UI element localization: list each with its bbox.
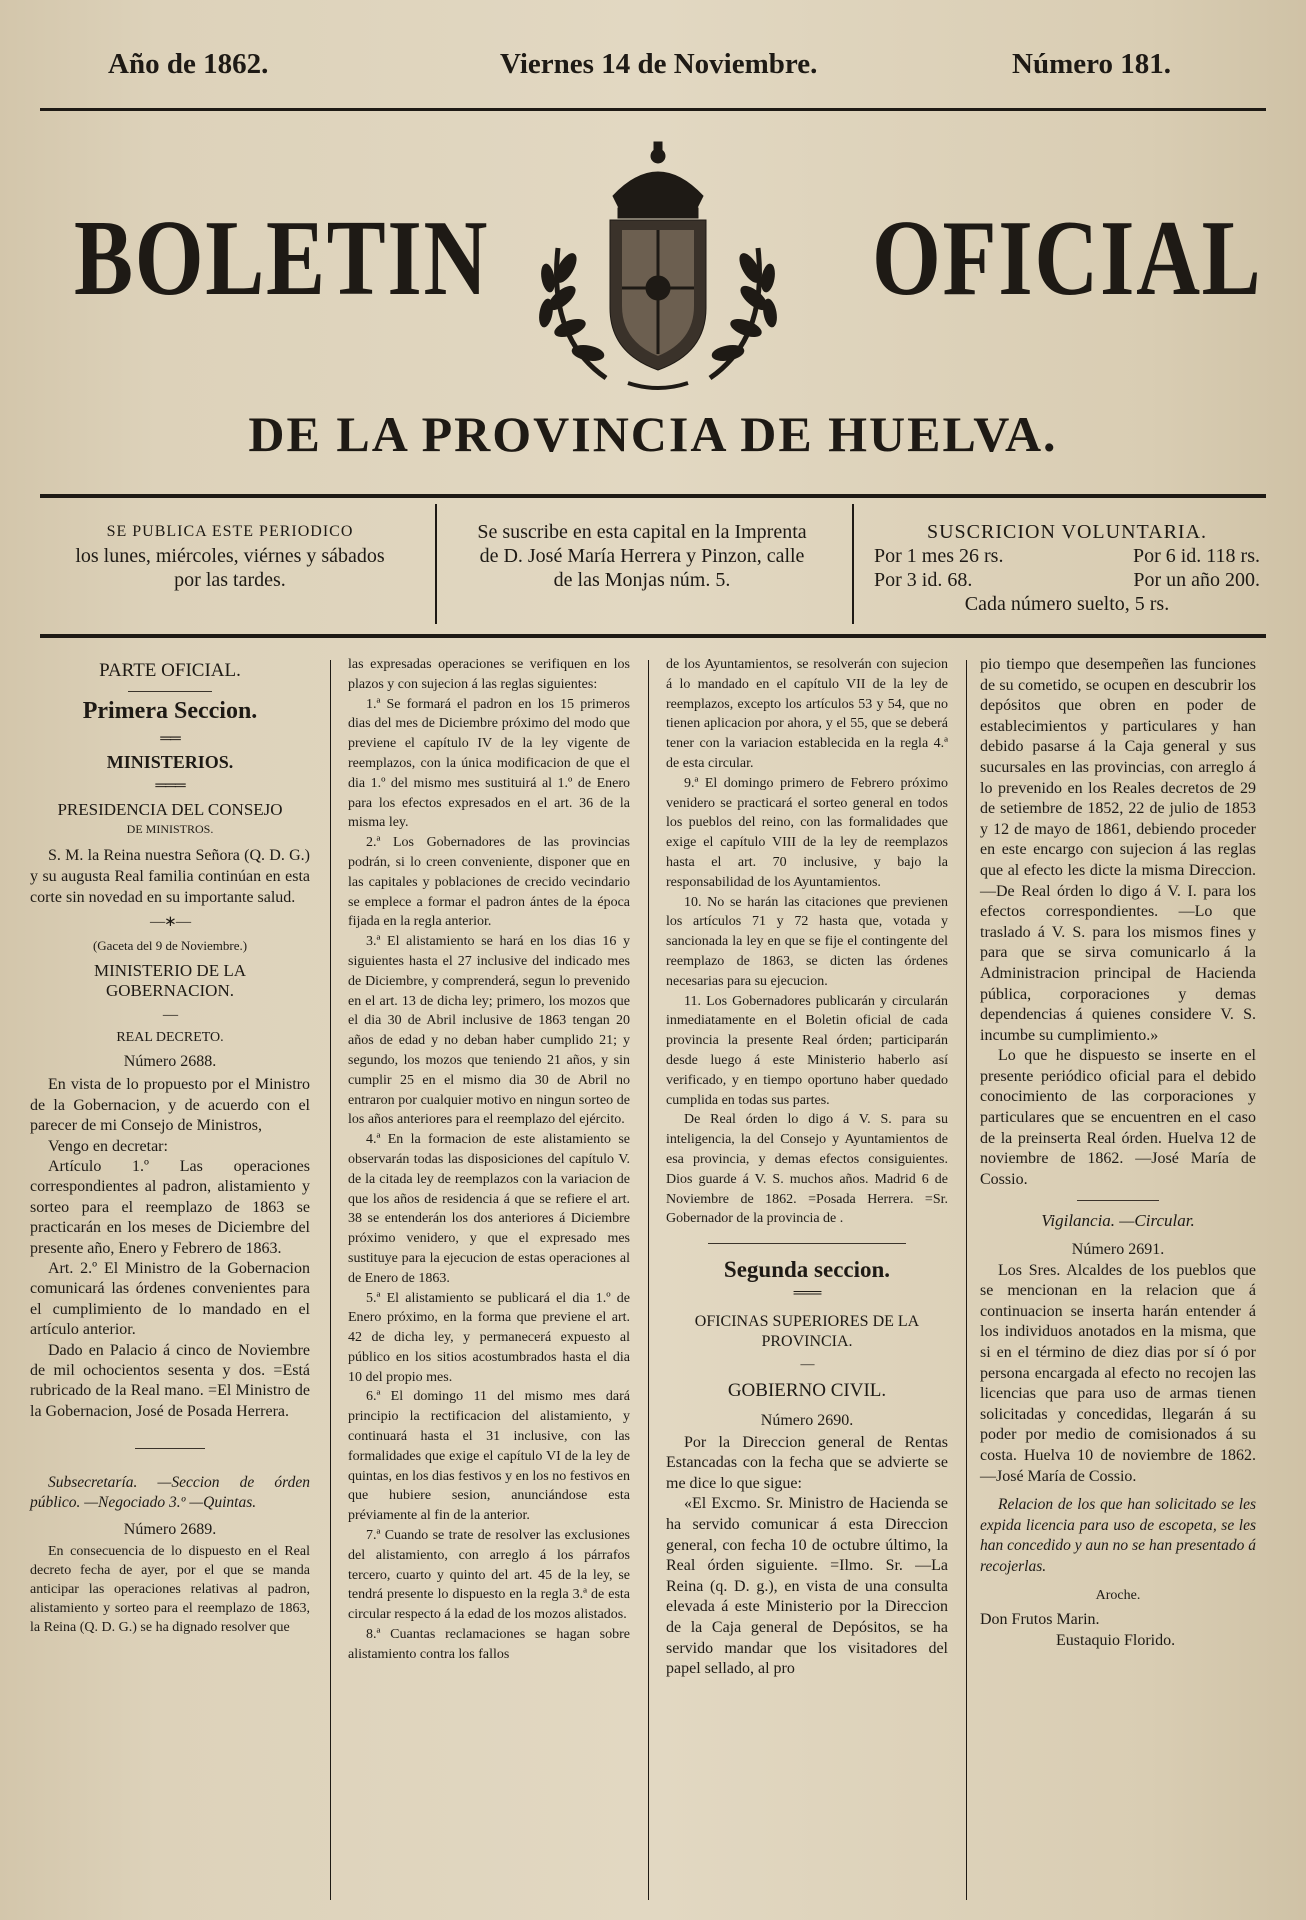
rule-7: 7.ª Cuando se trate de resolver las exclusiones del alistamiento, con arreglo á los párrafos tercero, cuarto y quinto del art. 45 de la ley, se tendrá presente lo dispuesto en la regla 3.ª de esta circular respecto á la edad de los mozos alistados.	[348, 1528, 630, 1623]
paragraph: Vengo en decretar:	[48, 1137, 168, 1155]
segunda-seccion-heading: Segunda seccion.	[723, 1257, 891, 1283]
paragraph: Artículo 1.º Las operaciones correspondientes al padron, alistamiento y sorteo para el reemplazo de 1863 se practicarán en los meses de Diciembre del presente año, Enero y Febrero de 1863.	[30, 1157, 310, 1257]
pricing-title: SUSCRICION VOLUNTARIA.	[926, 521, 1208, 543]
ministerios-heading: MINISTERIOS.	[106, 751, 234, 772]
top-rule	[40, 108, 1266, 111]
presidencia-subheading: DE MINISTROS.	[126, 821, 214, 836]
paragraph: S. M. la Reina nuestra Señora (Q. D. G.) y su augusta Real familia continúan en esta corte sin novedad en su importante salud.	[30, 847, 310, 907]
paragraph: Dado en Palacio á cinco de Noviembre de mil ochocientos sesenta y dos. =Está rubricado de la Real mano. =El Ministro de la Gobernacion, José de Posada Herrera.	[30, 1341, 310, 1420]
price-1-month: Por 1 mes 26 rs.	[874, 545, 1004, 567]
coat-of-arms-icon	[518, 138, 798, 398]
rule-9: 9.ª El domingo primero de Febrero próximo venidero se practicará el sorteo general en todos los pueblos del reino, con las formalidades que exige el capítulo VIII de la ley de reemplazos hasta el art. 70 inclusive, y bajo la responsabilidad de los Ayuntamientos.	[666, 775, 948, 890]
rule-5: 5.ª El alistamiento se publicará el dia 1.º de Enero próximo, en la forma que previene el art. 42 de dicha ley, y permanecerá expuesto al público en los sitios acostumbrados hasta el dia 10 del propio mes.	[348, 1290, 630, 1385]
column-divider-2	[648, 660, 649, 1900]
primera-seccion-heading: Primera Seccion.	[82, 697, 258, 724]
subsecretaria-heading: Subsecretaría. —Seccion de órden público. —Negociado 3.º —Quintas.	[30, 1474, 310, 1511]
rule-6: 6.ª El domingo 11 del mismo mes dará principio la rectificacion del alistamiento, y continuará hasta el 31 inclusive, con las formalidades que exige el capítulo VI de la ley de quintas, en los dias festivos y en los no festivos en que hubiere sesion, anunciándose esta préviamente al fin de la anterior.	[348, 1389, 630, 1524]
ornament: ═══	[155, 777, 185, 795]
publication-line-2: los lunes, miércoles, viérnes y sábados	[75, 545, 385, 567]
document-number: Número 2688.	[123, 1052, 217, 1070]
place-heading: Aroche.	[1095, 1587, 1141, 1603]
real-decreto-heading: REAL DECRETO.	[116, 1030, 224, 1046]
issue-number: Número 181.	[1012, 48, 1171, 80]
publication-line-1: SE PUBLICA ESTE PERIODICO	[106, 523, 354, 540]
column-4	[980, 655, 1256, 1651]
gaceta-note: (Gaceta del 9 de Noviembre.)	[92, 937, 248, 953]
paragraph: Art. 2.º El Ministro de la Gobernacion comunicará las órdenes convenientes para el cumplimiento de lo mandado en el artículo anterior.	[30, 1259, 310, 1339]
column-1	[30, 655, 310, 1637]
price-3-months: Por 3 id. 68.	[874, 569, 973, 591]
publication-info	[30, 520, 430, 630]
price-1-year: Por un año 200.	[1133, 569, 1260, 591]
list-item: Don Frutos Marin.	[980, 1611, 1100, 1629]
ornament: —	[162, 1005, 178, 1023]
paragraph: Por la Direccion general de Rentas Estancadas con la fecha que se advierte se me dice lo que sigue:	[666, 1433, 948, 1492]
ornament: ═══	[793, 1285, 821, 1301]
column-3	[666, 655, 948, 1680]
document-number: Número 2689.	[123, 1521, 217, 1539]
rule-1: 1.ª Se formará el padron en los 15 primeros dias del mes de Diciembre próximo del modo que previene el capítulo IV de la ley vigente de reemplazos, con la única modificacion de que el dia 1.º del mismo mes sustituirá al 1.º de Enero para los efectos expresados en el art. 36 de la misma ley.	[348, 696, 630, 831]
vigilancia-heading: Vigilancia. —Circular.	[1041, 1211, 1195, 1231]
list-item: Eustaquio Florido.	[1056, 1631, 1176, 1649]
paragraph: pio tiempo que desempeñen las funciones de su cometido, se ocupen en descubrir los depósitos que obren en poder de establecimientos y particulares y han debido pasarse á la Caja general y sus sucursales en las provincias, con arreglo á lo prevenido en los Reales decretos de 29 de setiembre de 1852, 22 de julio de 1853 y 12 de mayo de 1861, debiendo proceder en este encargo con sujecion á las reglas que al efecto les dicte la misma Direccion. —De Real órden lo digo á V. I. para los efectos correspondientes. —Lo que traslado á V. S. para los mismos fines y para que se sirva comunicarlo á la Administracion principal de Hacienda pública, corporaciones y demas dependencias á quienes considere V. S. incumbe su cumplimiento.»	[980, 656, 1256, 1044]
subscription-line-2: de D. José María Herrera y Pinzon, calle	[479, 545, 805, 567]
gobierno-civil-heading: GOBIERNO CIVIL.	[727, 1380, 887, 1402]
presidencia-heading: PRESIDENCIA DEL CONSEJO	[57, 799, 283, 819]
rule-3: 3.ª El alistamiento se hará en los dias 16 y siguientes hasta el 27 inclusive del indicado mes de Diciembre, y comprenderá, segun lo prevenido en el art. 13 de dicha ley; primero, los mozos que el dia 30 de Abril inclusive de 1863 tengan 20 años de edad y no deban haber cumplido 21; y segundo, los mozos que teniendo 21 años, y sin cumplir 25 en el mismo dia 30 de Abril no entraron por cualquier motivo en ningun sorteo de los años anteriores para el reemplazo del ejército.	[348, 934, 630, 1128]
paragraph: de los Ayuntamientos, se resolverán con sujecion á lo mandado en el capítulo VII de la ley de reemplazos, excepto los artículos 53 y 54, que no tienen aplicacion por ahora, y el 55, que se deberá tener con la variacion establecida en la regla 4.ª de esta circular.	[666, 657, 948, 771]
header-date-line	[40, 48, 1266, 92]
ministerio-heading: MINISTERIO DE LA GOBERNACION.	[93, 961, 247, 1000]
paragraph: De Real órden lo digo á V. S. para su inteligencia, la del Consejo y Ayuntamientos de esa provincia, y demas efectos consiguientes. Dios guarde á V. S. muchos años. Madrid 6 de Noviembre de 1862. =Posada Herrera. =Sr. Gobernador de la provincia de .	[666, 1112, 948, 1227]
subscription-line-3: de las Monjas núm. 5.	[553, 569, 731, 591]
rule-8: 8.ª Cuantas reclamaciones se hagan sobre alistamiento contra los fallos	[348, 1627, 630, 1662]
date-label: Viernes 14 de Noviembre.	[500, 48, 818, 80]
column-divider-1	[330, 660, 331, 1900]
ornament: ══	[160, 730, 180, 748]
paragraph: «El Excmo. Sr. Ministro de Hacienda se ha servido comunicar á esta Direccion general, con fecha 10 de octubre último, la Real órden siguiente. =Ilmo. Sr. —La Reina (q. D. g.), en vista de una consulta elevada á este Ministerio por la Direccion de la Caja general de Depósitos, se ha servido mandar que los visitadores del papel sellado, al pro	[666, 1495, 948, 1678]
info-divider-2	[852, 504, 854, 624]
rule-2: 2.ª Los Gobernadores de las provincias podrán, si lo creen conveniente, disponer que en las capitales y poblaciones de crecido vecindario se emplece a formar el padron ántes de la época fijada en la regla anterior.	[348, 835, 630, 930]
oficinas-heading: OFICINAS SUPERIORES DE LA PROVINCIA.	[694, 1312, 920, 1350]
paragraph: En consecuencia de lo dispuesto en el Real decreto fecha de ayer, por el que se manda anticipar las operaciones relativas al padron, alistamiento y sorteo para el reemplazo de 1863, la Reina (Q. D. G.) se ha dignado resolver que	[30, 1544, 310, 1635]
info-bottom-rule	[40, 634, 1266, 638]
document-number: Número 2690.	[760, 1411, 854, 1429]
rule-10: 10. No se harán las citaciones que previenen los artículos 71 y 72 hasta que, votada y sancionada la ley en que se fije el contingente del reemplazo de 1863, se dicten las órdenes necesarias para su ejecucion.	[666, 894, 948, 989]
price-6-months: Por 6 id. 118 rs.	[1132, 545, 1260, 567]
pricing-row-2	[862, 568, 1272, 592]
paragraph: En vista de lo propuesto por el Ministro de la Gobernacion, y de acuerdo con el parecer de mi Consejo de Ministros,	[30, 1076, 310, 1135]
column-2	[348, 655, 630, 1665]
info-top-rule	[40, 494, 1266, 498]
masthead-left: BOLETIN	[74, 199, 490, 318]
rule-11: 11. Los Gobernadores publicarán y circularán inmediatamente en el Boletin oficial de cada provincia la presente Real órden; participarán desde luego á este Ministerio haberlo así verificado, y en tiempo oportuno haber quedado cumplida en todas sus partes.	[666, 993, 948, 1108]
subscription-line-1: Se suscribe en esta capital en la Imprenta	[477, 521, 807, 543]
pricing-row-1	[862, 544, 1272, 568]
price-single-issue: Cada número suelto, 5 rs.	[964, 593, 1170, 615]
ornament: —∗—	[149, 913, 191, 931]
document-number: Número 2691.	[1071, 1241, 1165, 1259]
publication-line-3: por las tardes.	[174, 569, 286, 591]
parte-oficial-heading: PARTE OFICIAL.	[99, 660, 241, 681]
column-divider-3	[966, 660, 967, 1900]
relacion-heading: Relacion de los que han solicitado se les expida licencia para uso de escopeta, se les han concedido y aun no se han presentado á recojerlas.	[980, 1496, 1256, 1575]
info-divider-1	[435, 504, 437, 624]
rule-4: 4.ª En la formacion de este alistamiento se observarán todas las disposiciones del capítulo V. de la citada ley de reemplazos con la variacion de que los años de residencia á que se refiere el art. 38 se entenderán los dos anteriores á Diciembre próximo venidero, y que el expresado mes sustituye para la ejecucion de estas operaciones al de Enero de 1863.	[348, 1132, 630, 1286]
paragraph: Lo que he dispuesto se inserte en el presente periódico oficial para el debido conocimiento de las corporaciones y particulares que se encuentren en el caso de la preinserta Real órden. Huelva 12 de noviembre de 1862. —José María de Cossio.	[980, 1047, 1256, 1188]
masthead-right: OFICIAL	[872, 199, 1263, 318]
ornament: —	[800, 1357, 814, 1373]
paragraph: Los Sres. Alcaldes de los pueblos que se mencionan en la relacion que á continuacion se inserta harán entender á los individuos anotados en la misma, que si en el término de diez dias por sí ó por persona encargada al efecto no recojen las licencias que para uso de armas tienen solicitadas y concedidas, llegarán á su poder por medio de comisionados á su costa. Huelva 10 de noviembre de 1862. —José María de Cossio.	[980, 1261, 1256, 1485]
paragraph: las expresadas operaciones se verifiquen en los plazos y con sujecion á las reglas siguientes:	[348, 657, 630, 692]
newspaper-subtitle: DE LA PROVINCIA DE HUELVA.	[248, 406, 1058, 462]
year-label: Año de 1862.	[108, 48, 269, 80]
subscription-info	[442, 520, 842, 630]
pricing-info	[862, 520, 1272, 630]
